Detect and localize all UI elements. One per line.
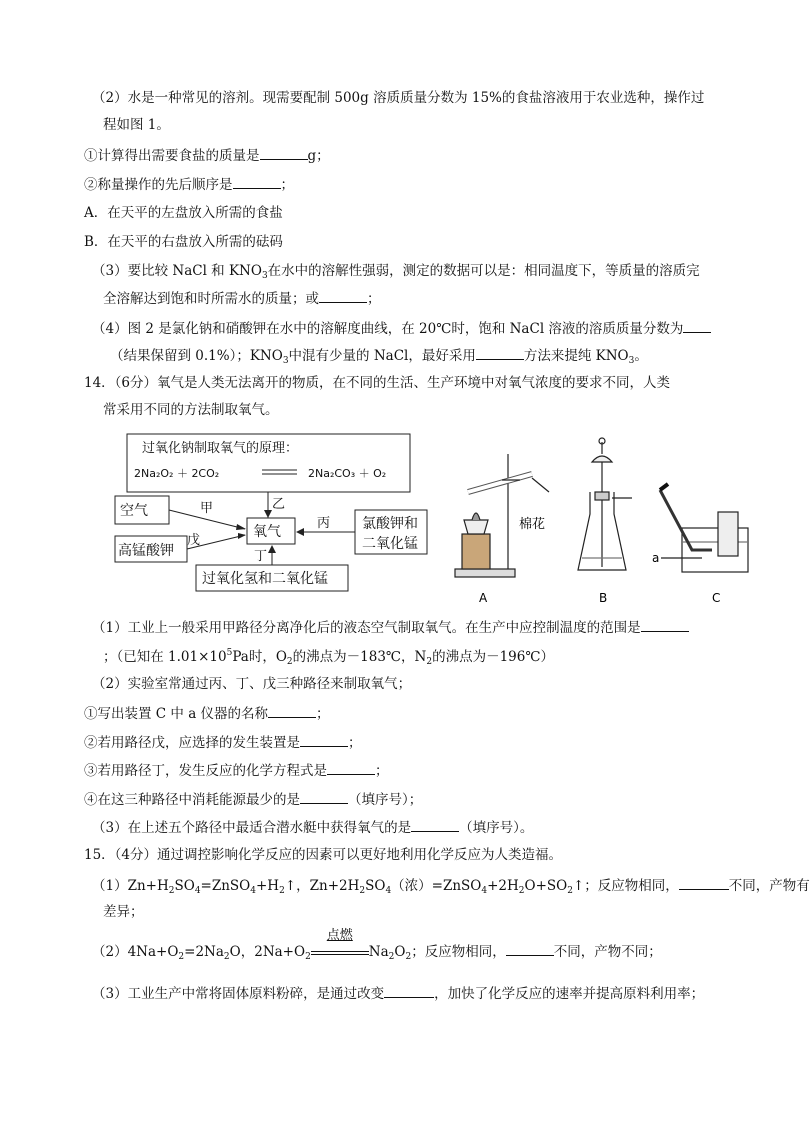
q14-intro-line2: 常采用不同的方法制取氧气。 (103, 402, 279, 418)
route-bing: 丙 (317, 516, 331, 531)
q13-4-line1: （4）图 2 是氯化钠和硝酸钾在水中的溶解度曲线，在 20℃时，饱和 NaCl 溶液的溶质质量分数为 (92, 318, 711, 339)
q13-2-intro-line1: （2）水是一种常见的溶剂。现需要配制 500g 溶质质量分数为 15%的食盐溶液用于农业选种，操作过 (92, 90, 705, 106)
q14-intro-line1: 14．（6分）氧气是人类无法离开的物质，在不同的生活、生产环境中对氧气浓度的要求不同，人类 (84, 375, 671, 391)
answer-blank[interactable] (319, 288, 367, 303)
kclo3-label-2: 二氧化锰 (362, 536, 418, 552)
h2o2-label: 过氧化氢和二氧化锰 (202, 571, 328, 587)
route-ding: 丁 (254, 549, 268, 564)
q13-2-subq2: ②称量操作的先后顺序是 ； (84, 174, 294, 195)
label-a: A (479, 591, 488, 605)
answer-blank[interactable] (384, 983, 434, 998)
answer-blank[interactable] (233, 174, 281, 189)
cotton-label: 棉花 (519, 517, 546, 532)
q15-intro: 15．（4分）通过调控影响化学反应的因素可以更好地利用化学反应为人类造福。 (84, 847, 563, 863)
label-c: C (712, 591, 721, 605)
air-label: 空气 (120, 503, 148, 519)
q13-4-line2: （结果保留到 0.1%）；$KNO_3$中混有少量的 NaCl，最好采用 方法来提纯 $KNO_3$。 (110, 345, 648, 371)
equation-left: 2Na₂O₂ ＋ 2CO₂ (134, 467, 220, 480)
route-jia: 甲 (200, 501, 214, 516)
route-wu: 戊 (187, 533, 201, 548)
q13-2-intro-line2: 程如图 1。 (103, 117, 170, 133)
reaction-condition-arrow (311, 928, 369, 962)
oxygen-preparation-figure (112, 432, 752, 612)
answer-blank[interactable] (679, 875, 729, 890)
apparatus-a (455, 454, 549, 577)
q14-2-4: ④在这三种路径中消耗能源最少的是 （填序号）； (84, 789, 422, 810)
q14-2-intro: （2）实验室常通过丙、丁、戊三种路径来制取氧气； (92, 676, 412, 692)
q14-2-2: ②若用路径戊，应选择的发生装置是 ； (84, 732, 362, 753)
answer-blank[interactable] (476, 345, 524, 360)
answer-blank[interactable] (300, 789, 348, 804)
q14-1-line1: （1）工业上一般采用甲路径分离净化后的液态空气制取氧气。在生产中应控制温度的范围是 (92, 617, 689, 638)
kclo3-label-1: 氯酸钾和 (362, 516, 418, 532)
answer-blank[interactable] (327, 760, 375, 775)
kmno4-label: 高锰酸钾 (118, 543, 174, 559)
answer-blank[interactable] (411, 817, 459, 832)
q15-1-line1: $(1)Zn+H_2SO_4=ZnSO_4+H_2↑$，$Zn+2H_2SO_4$（浓）$=ZnSO_4+2H_2O+SO_2↑$；反应物相同， 不同，产物有 (92, 875, 810, 901)
label-b: B (599, 591, 608, 605)
q15-3: （3）工业生产中常将固体原料粉碎，是通过改变 ，加快了化学反应的速率并提高原料利用率； (92, 983, 704, 1004)
answer-blank[interactable] (268, 703, 316, 718)
answer-blank[interactable] (683, 318, 711, 333)
apparatus-c (660, 484, 748, 572)
q14-2-3: ③若用路径丁，发生反应的化学方程式是 ； (84, 760, 389, 781)
option-a: A．在天平的左盘放入所需的食盐 (84, 205, 283, 221)
q14-2-1: ①写出装置 C 中 a 仪器的名称 ； (84, 703, 330, 724)
equation-right: 2Na₂CO₃ ＋ O₂ (308, 467, 387, 480)
answer-blank[interactable] (506, 941, 554, 956)
q15-1-line2: 差异； (103, 904, 144, 920)
q13-3-line2: 全溶解达到饱和时所需水的质量；或 ； (103, 288, 381, 309)
label-small-a: a (652, 551, 660, 565)
route-yi: 乙 (272, 497, 286, 512)
q14-3: （3）在上述五个路径中最适合潜水艇中获得氧气的是 （填序号）。 (92, 817, 533, 838)
oxygen-label: 氧气 (253, 524, 281, 540)
apparatus-b (578, 438, 632, 570)
principle-title: 过氧化钠制取氧气的原理： (142, 441, 299, 456)
ignition-condition: 点燃 (326, 928, 353, 943)
answer-blank[interactable] (260, 145, 308, 160)
q14-1-line2: ；（已知在 $1.01\times 10^5Pa$时，$O_2$的沸点为－183℃，$N_2$的沸点为－196℃） (103, 648, 554, 667)
q15-2: $(2)4Na+O_2=2Na_2O$，$2Na+O_2$ 点燃 $Na_2O_2$；反应物相同， 不同，产物不同； (92, 928, 662, 962)
option-b: B．在天平的右盘放入所需的砝码 (84, 234, 283, 250)
q13-3-line1: （3）要比较 NaCl 和 $KNO_3$在水中的溶解性强弱，测定的数据可以是：相同温度下，等质量的溶质完 (92, 263, 700, 281)
q13-2-subq1: ①计算得出需要食盐的质量是 g； (84, 145, 330, 166)
answer-blank[interactable] (300, 732, 348, 747)
answer-blank[interactable] (641, 617, 689, 632)
